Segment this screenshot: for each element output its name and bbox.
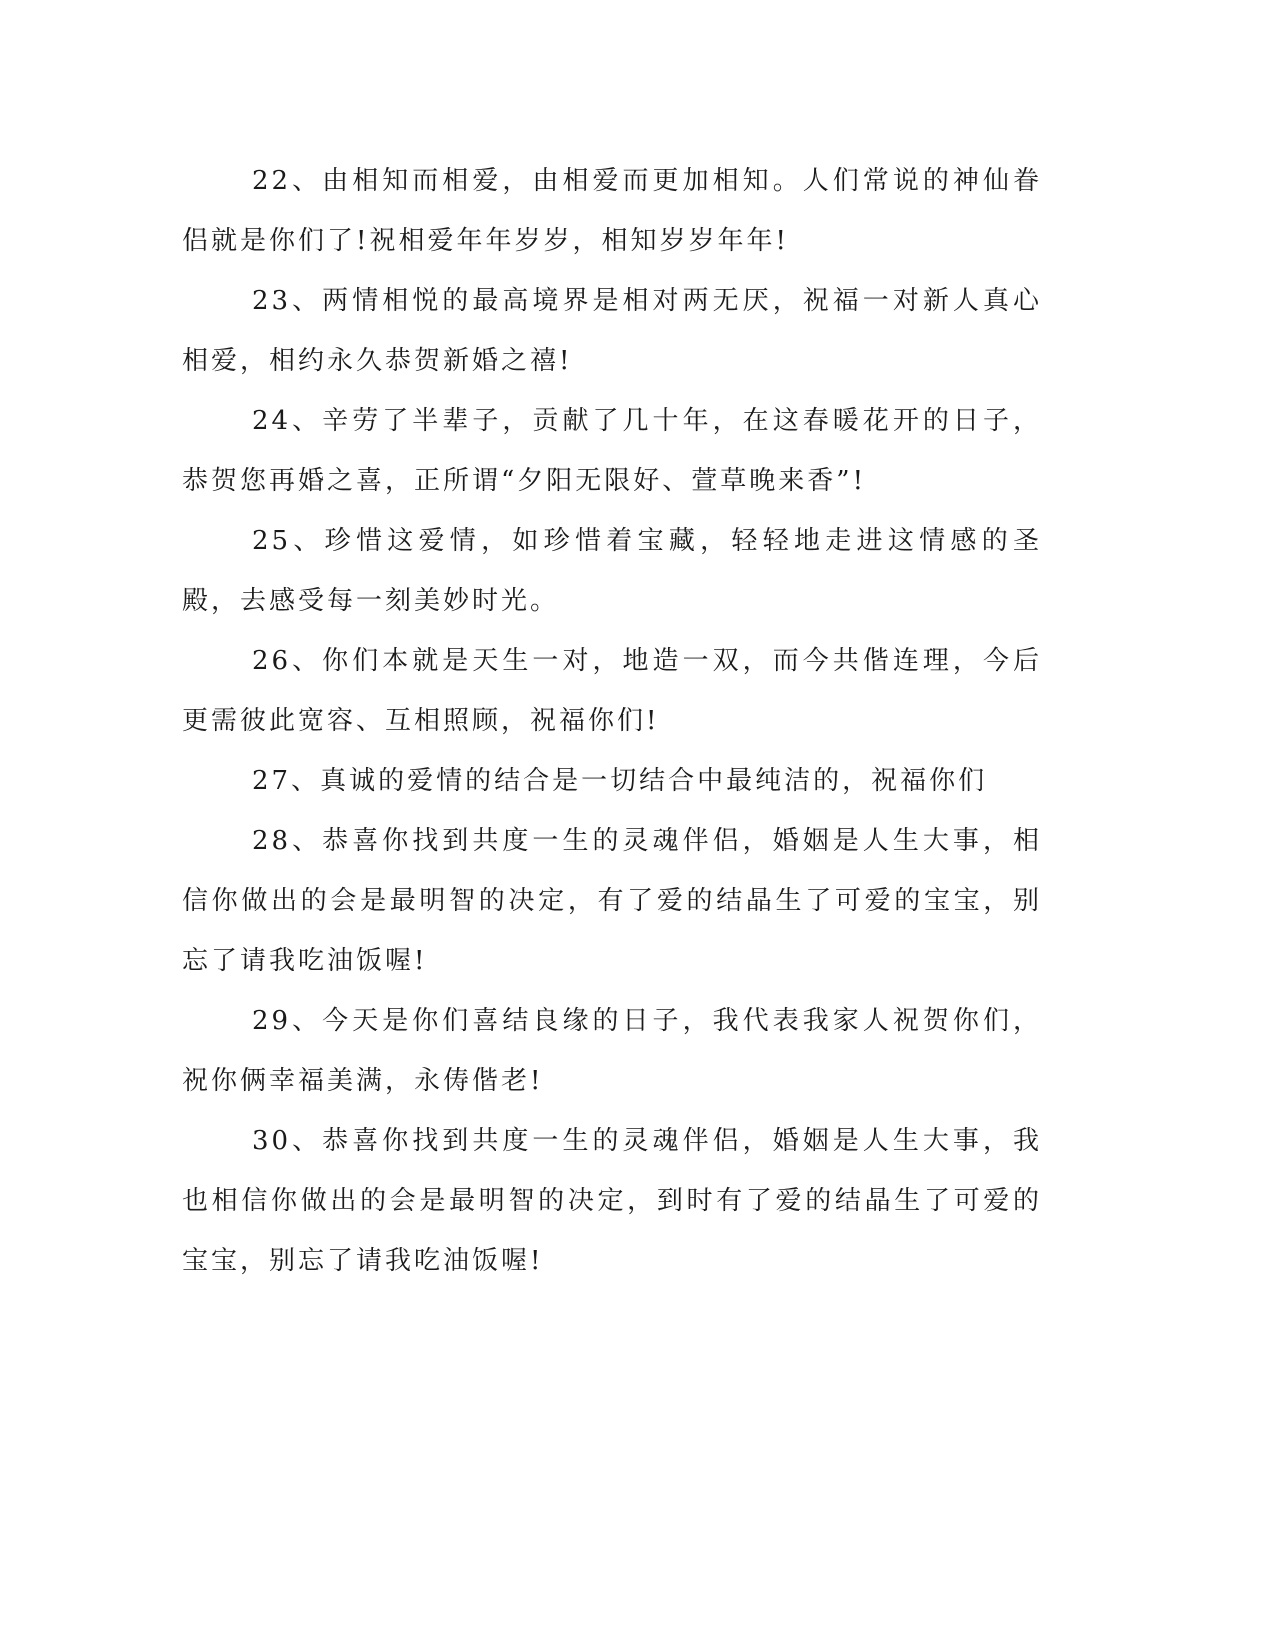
paragraph-27: 27、真诚的爱情的结合是一切结合中最纯洁的，祝福你们 (252, 766, 988, 796)
paragraph-23: 23、两情相悦的最高境界是相对两无厌，祝福一对新人真心相爱，相约永久恭贺新婚之禧! (182, 286, 1042, 376)
paragraph-26: 26、你们本就是天生一对，地造一双，而今共偕连理，今后更需彼此宽容、互相照顾，祝福你们! (182, 646, 1042, 736)
paragraph-28: 28、恭喜你找到共度一生的灵魂伴侣，婚姻是人生大事，相信你做出的会是最明智的决定，有了爱的结晶生了可爱的宝宝，别忘了请我吃油饭喔! (182, 826, 1042, 976)
paragraph-24: 24、辛劳了半辈子，贡献了几十年，在这春暖花开的日子，恭贺您再婚之喜，正所谓“夕阳无限好、萱草晚来香”! (182, 406, 1042, 496)
paragraph-25: 25、珍惜这爱情，如珍惜着宝藏，轻轻地走进这情感的圣殿，去感受每一刻美妙时光。 (182, 526, 1042, 616)
paragraph-30: 30、恭喜你找到共度一生的灵魂伴侣，婚姻是人生大事，我也相信你做出的会是最明智的决定，到时有了爱的结晶生了可爱的宝宝，别忘了请我吃油饭喔! (182, 1126, 1042, 1276)
document-body (182, 151, 1042, 1291)
paragraph-29: 29、今天是你们喜结良缘的日子，我代表我家人祝贺你们，祝你俩幸福美满，永俦偕老! (182, 1006, 1042, 1096)
paragraph-22: 22、由相知而相爱，由相爱而更加相知。人们常说的神仙眷侣就是你们了!祝相爱年年岁岁，相知岁岁年年! (182, 166, 1042, 256)
